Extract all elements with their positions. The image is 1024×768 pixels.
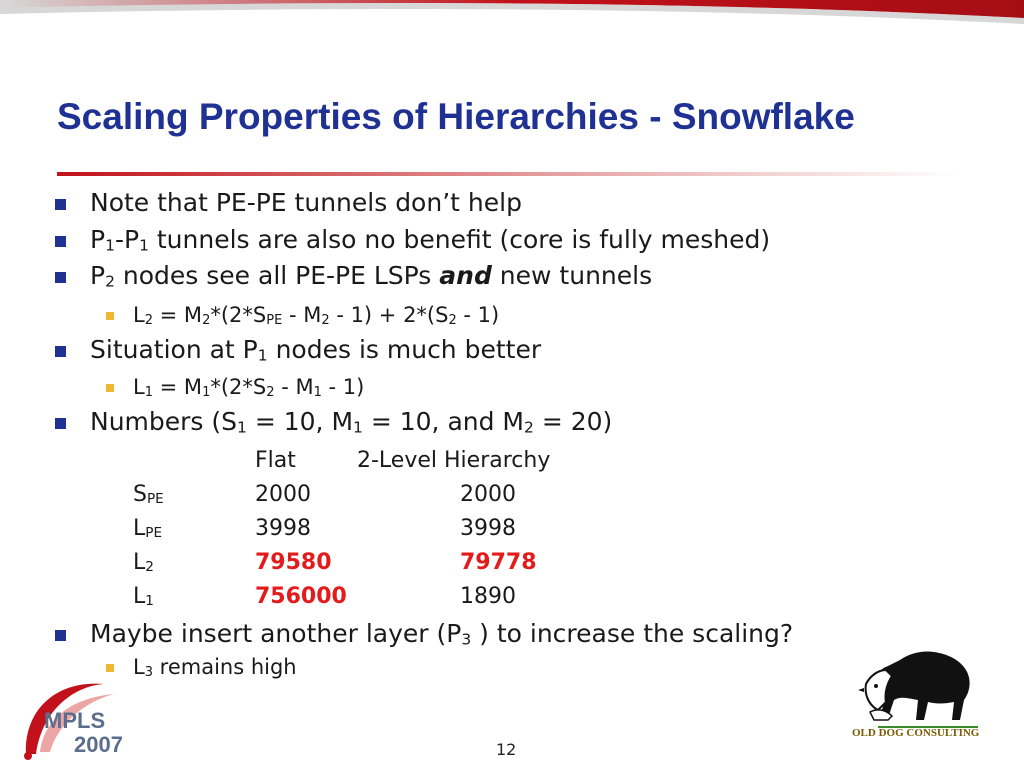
table-cell-flat-highlight: 79580: [255, 550, 332, 575]
sub-bullet-l2-formula: $L_2 = M_2*(2*S_{PE} - M_2 - 1) + 2*(S_2 - 1)$: [133, 303, 500, 328]
old-dog-consulting-label: OLD DOG CONSULTING: [852, 727, 980, 739]
bullet-marker: [55, 272, 66, 283]
table-cell-hierarchy: 2000: [460, 482, 516, 507]
table-cell-flat: 3998: [255, 516, 311, 541]
sub-bullet-l3: $L_3$ remains high: [133, 655, 297, 680]
page-number: 12: [496, 740, 517, 759]
sub-bullet-marker: [106, 664, 114, 672]
bullet-marker: [55, 199, 66, 210]
sub-bullet-marker: [106, 312, 114, 320]
bullet-marker: [55, 236, 66, 247]
sub-bullet-l1-formula: $L_1 = M_1*(2*S_2 - M_1 - 1)$: [133, 375, 365, 400]
table-header-flat: Flat: [255, 448, 296, 473]
bullet-marker: [55, 630, 66, 641]
bullet-p1-situation: Situation at $P_1$ nodes is much better: [90, 335, 542, 365]
table-row-label: $L_{PE}$: [133, 516, 163, 542]
top-swoosh-decoration: [0, 0, 1024, 40]
table-header-hierarchy: 2-Level Hierarchy: [357, 448, 551, 473]
table-row-label: $L_1$: [133, 584, 154, 610]
bullet-p1-tunnels: $P_1-P_1$ tunnels are also no benefit (core is fully meshed): [90, 225, 771, 255]
table-cell-hierarchy: 1890: [460, 584, 516, 609]
table-row-label: $L_2$: [133, 550, 154, 576]
title-underline: [57, 170, 957, 178]
svg-text:MPLS: MPLS: [44, 708, 106, 733]
table-cell-flat-highlight: 756000: [255, 584, 347, 609]
slide-title: Scaling Properties of Hierarchies - Snowflake: [57, 96, 855, 137]
table-cell-hierarchy: 3998: [460, 516, 516, 541]
bullet-p2-nodes: $P_2$ nodes see all PE-PE LSPs and new tunnels: [90, 261, 653, 291]
table-row-label: $S_{PE}$: [133, 482, 164, 508]
mpls-2007-logo: [14, 672, 154, 762]
svg-text:2007: 2007: [74, 732, 123, 757]
table-cell-hierarchy-highlight: 79778: [460, 550, 537, 575]
bullet-marker: [55, 346, 66, 357]
bullet-pe-tunnels: Note that PE-PE tunnels don’t help: [90, 188, 522, 217]
sub-bullet-marker: [106, 384, 114, 392]
bullet-numbers: Numbers ($S_1 = 10$, $M_1 = 10$, and $M_2 = 20$): [90, 407, 613, 437]
bullet-another-layer: Maybe insert another layer ($P_3$ ) to increase the scaling?: [90, 619, 794, 649]
table-cell-flat: 2000: [255, 482, 311, 507]
bullet-marker: [55, 418, 66, 429]
